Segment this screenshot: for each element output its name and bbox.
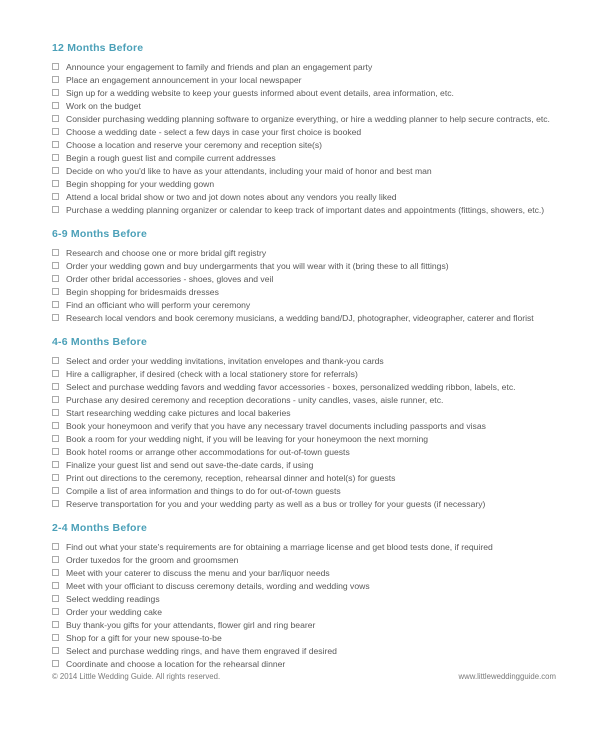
checkbox-icon bbox=[52, 500, 59, 507]
list-item bbox=[52, 164, 580, 177]
checkbox-icon bbox=[52, 647, 59, 654]
item-label: Consider purchasing wedding planning software to organize everything, or hire a wedding planner to help secure contracts, etc. bbox=[66, 113, 550, 124]
checkbox-icon bbox=[52, 383, 59, 390]
item-label: Meet with your officiant to discuss ceremony details, wording and wedding vows bbox=[66, 580, 370, 591]
page-footer bbox=[52, 672, 556, 681]
item-label: Meet with your caterer to discuss the menu and your bar/liquor needs bbox=[66, 567, 330, 578]
checkbox-icon bbox=[52, 461, 59, 468]
checkbox-icon bbox=[52, 621, 59, 628]
checklist-section bbox=[52, 228, 580, 324]
list-item bbox=[52, 177, 580, 190]
item-label: Order your wedding cake bbox=[66, 606, 163, 617]
checkbox-icon bbox=[52, 448, 59, 455]
list-item bbox=[52, 151, 580, 164]
checkbox-icon bbox=[52, 370, 59, 377]
list-item bbox=[52, 419, 580, 432]
item-label: Shop for a gift for your new spouse-to-be bbox=[66, 632, 222, 643]
item-label: Place an engagement announcement in your local newspaper bbox=[66, 74, 302, 85]
checkbox-icon bbox=[52, 180, 59, 187]
list-item bbox=[52, 497, 580, 510]
checkbox-icon bbox=[52, 154, 59, 161]
section-title: 6-9 Months Before bbox=[52, 228, 147, 240]
checkbox-icon bbox=[52, 193, 59, 200]
checkbox-icon bbox=[52, 89, 59, 96]
item-label: Finalize your guest list and send out save-the-date cards, if using bbox=[66, 459, 314, 470]
item-label: Decide on who you'd like to have as your attendants, including your maid of honor and best man bbox=[66, 165, 432, 176]
list-item bbox=[52, 272, 580, 285]
item-label: Reserve transportation for you and your wedding party as well as a bus or trolley for your guests (if necessary) bbox=[66, 498, 486, 509]
checkbox-icon bbox=[52, 167, 59, 174]
copyright-text: © 2014 Little Wedding Guide. All rights reserved. bbox=[52, 672, 221, 681]
checkbox-icon bbox=[52, 275, 59, 282]
list-item bbox=[52, 592, 580, 605]
list-item bbox=[52, 138, 580, 151]
checkbox-icon bbox=[52, 396, 59, 403]
list-item bbox=[52, 445, 580, 458]
list-item bbox=[52, 644, 580, 657]
list-item bbox=[52, 73, 580, 86]
checklist-section bbox=[52, 336, 580, 510]
checkbox-icon bbox=[52, 556, 59, 563]
item-label: Print out directions to the ceremony, reception, rehearsal dinner and hotel(s) for guests bbox=[66, 472, 396, 483]
checkbox-icon bbox=[52, 422, 59, 429]
item-label: Order your wedding gown and buy undergarments that you will wear with it (bring these to all fittings) bbox=[66, 260, 449, 271]
checklist-sections bbox=[52, 42, 580, 670]
checkbox-icon bbox=[52, 262, 59, 269]
list-item bbox=[52, 605, 580, 618]
list-item bbox=[52, 112, 580, 125]
list-item bbox=[52, 631, 580, 644]
checkbox-icon bbox=[52, 582, 59, 589]
checkbox-icon bbox=[52, 206, 59, 213]
checkbox-icon bbox=[52, 634, 59, 641]
item-label: Book a room for your wedding night, if you will be leaving for your honeymoon the next morning bbox=[66, 433, 429, 444]
list-item bbox=[52, 458, 580, 471]
item-label: Select and order your wedding invitations, invitation envelopes and thank-you cards bbox=[66, 355, 384, 366]
list-item bbox=[52, 99, 580, 112]
item-label: Research and choose one or more bridal gift registry bbox=[66, 247, 267, 258]
list-item bbox=[52, 203, 580, 216]
list-item bbox=[52, 579, 580, 592]
list-item bbox=[52, 393, 580, 406]
checkbox-icon bbox=[52, 102, 59, 109]
item-label: Begin a rough guest list and compile current addresses bbox=[66, 152, 276, 163]
list-item bbox=[52, 471, 580, 484]
item-label: Select and purchase wedding rings, and have them engraved if desired bbox=[66, 645, 337, 656]
item-label: Find an officiant who will perform your ceremony bbox=[66, 299, 251, 310]
list-item bbox=[52, 190, 580, 203]
item-label: Research local vendors and book ceremony musicians, a wedding band/DJ, photographer, videographer, caterer and florist bbox=[66, 312, 534, 323]
list-item bbox=[52, 484, 580, 497]
website-url: www.littleweddingguide.com bbox=[458, 672, 556, 681]
item-label: Begin shopping for your wedding gown bbox=[66, 178, 215, 189]
item-label: Book your honeymoon and verify that you have any necessary travel documents including passports and visas bbox=[66, 420, 486, 431]
item-label: Order tuxedos for the groom and groomsmen bbox=[66, 554, 239, 565]
checkbox-icon bbox=[52, 409, 59, 416]
section-title: 2-4 Months Before bbox=[52, 522, 147, 534]
section-title: 4-6 Months Before bbox=[52, 336, 147, 348]
item-label: Coordinate and choose a location for the rehearsal dinner bbox=[66, 658, 286, 669]
checkbox-icon bbox=[52, 76, 59, 83]
checkbox-icon bbox=[52, 288, 59, 295]
checkbox-icon bbox=[52, 435, 59, 442]
checkbox-icon bbox=[52, 314, 59, 321]
item-label: Order other bridal accessories - shoes, gloves and veil bbox=[66, 273, 274, 284]
list-item bbox=[52, 406, 580, 419]
checkbox-icon bbox=[52, 569, 59, 576]
item-label: Sign up for a wedding website to keep your guests informed about event details, area information, etc. bbox=[66, 87, 454, 98]
item-label: Start researching wedding cake pictures and local bakeries bbox=[66, 407, 291, 418]
item-label: Hire a calligrapher, if desired (check with a local stationery store for referrals) bbox=[66, 368, 358, 379]
section-title: 12 Months Before bbox=[52, 42, 144, 54]
list-item bbox=[52, 657, 580, 670]
checkbox-icon bbox=[52, 543, 59, 550]
list-item bbox=[52, 86, 580, 99]
item-label: Book hotel rooms or arrange other accommodations for out-of-town guests bbox=[66, 446, 350, 457]
list-item bbox=[52, 125, 580, 138]
checkbox-icon bbox=[52, 63, 59, 70]
item-label: Attend a local bridal show or two and jot down notes about any vendors you really liked bbox=[66, 191, 397, 202]
checkbox-icon bbox=[52, 301, 59, 308]
item-label: Begin shopping for bridesmaids dresses bbox=[66, 286, 219, 297]
item-label: Select wedding readings bbox=[66, 593, 160, 604]
list-item bbox=[52, 285, 580, 298]
item-label: Purchase any desired ceremony and reception decorations - unity candles, vases, aisle runner, etc. bbox=[66, 394, 444, 405]
item-label: Select and purchase wedding favors and wedding favor accessories - boxes, personalized wedding ribbon, labels, etc. bbox=[66, 381, 516, 392]
checkbox-icon bbox=[52, 249, 59, 256]
list-item bbox=[52, 259, 580, 272]
list-item bbox=[52, 367, 580, 380]
checkbox-icon bbox=[52, 141, 59, 148]
checkbox-icon bbox=[52, 357, 59, 364]
list-item bbox=[52, 432, 580, 445]
checkbox-icon bbox=[52, 660, 59, 667]
checkbox-icon bbox=[52, 608, 59, 615]
item-label: Choose a wedding date - select a few days in case your first choice is booked bbox=[66, 126, 362, 137]
checkbox-icon bbox=[52, 474, 59, 481]
item-label: Work on the budget bbox=[66, 100, 141, 111]
list-item bbox=[52, 380, 580, 393]
checklist-section bbox=[52, 42, 580, 216]
checklist-section bbox=[52, 522, 580, 670]
list-item bbox=[52, 354, 580, 367]
checkbox-icon bbox=[52, 595, 59, 602]
list-item bbox=[52, 246, 580, 259]
list-item bbox=[52, 566, 580, 579]
checkbox-icon bbox=[52, 487, 59, 494]
item-label: Find out what your state's requirements are for obtaining a marriage license and get blood tests done, if required bbox=[66, 541, 493, 552]
list-item bbox=[52, 298, 580, 311]
checkbox-icon bbox=[52, 115, 59, 122]
item-label: Purchase a wedding planning organizer or calendar to keep track of important dates and appointments (fittings, showers, etc.) bbox=[66, 204, 545, 215]
item-label: Choose a location and reserve your ceremony and reception site(s) bbox=[66, 139, 323, 150]
checkbox-icon bbox=[52, 128, 59, 135]
list-item bbox=[52, 540, 580, 553]
item-label: Compile a list of area information and things to do for out-of-town guests bbox=[66, 485, 341, 496]
list-item bbox=[52, 311, 580, 324]
item-label: Announce your engagement to family and friends and plan an engagement party bbox=[66, 61, 373, 72]
item-label: Buy thank-you gifts for your attendants, flower girl and ring bearer bbox=[66, 619, 316, 630]
list-item bbox=[52, 553, 580, 566]
list-item bbox=[52, 618, 580, 631]
list-item bbox=[52, 60, 580, 73]
